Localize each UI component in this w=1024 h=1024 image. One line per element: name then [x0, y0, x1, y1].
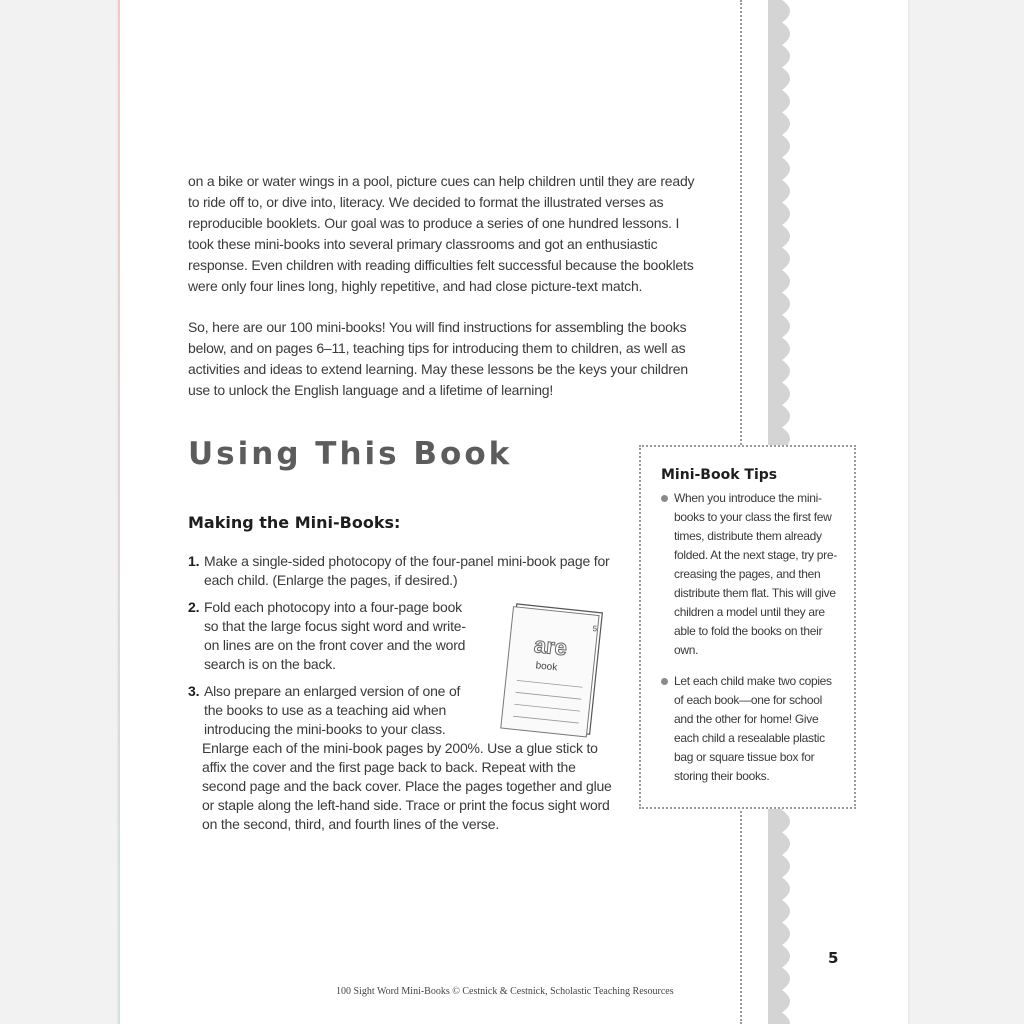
bullet-icon: [661, 678, 668, 685]
step-item: [188, 552, 628, 590]
page-number: 5: [828, 949, 839, 967]
page-footer: 100 Sight Word Mini-Books © Cestnick & Cestnick, Scholastic Teaching Resources: [336, 986, 674, 997]
tip-text: When you introduce the mini-books to your class the first few times, distribute them already folded. At the next stage, try pre-creasing the pages, and then distribute them flat. This will give children a model until they are able to fold the books on their own.: [674, 491, 837, 657]
bullet-icon: [661, 495, 668, 502]
step-text-continued: Enlarge each of the mini-book pages by 200%. Use a glue stick to affix the cover and the first page back to back. Repeat with the second page and the back cover. Place the pages together and glue or staple along the left-hand side. Trace or print the focus sight word on the second, third, and fourth lines of the verse.: [202, 740, 612, 832]
step-item: [188, 682, 612, 834]
step-text: Fold each photocopy into a four-page book so that the large focus sight word and write-on lines are on the front cover and the word search is on the back.: [204, 599, 466, 672]
illustration-word-label: book: [535, 660, 558, 674]
step-text: Also prepare an enlarged version of one of the books to use as a teaching aid when introducing the mini-books to your class.: [204, 683, 461, 737]
step-number: 1.: [188, 553, 200, 569]
tip-item: [661, 672, 841, 786]
step-number: 3.: [188, 683, 200, 699]
section-heading: Using This Book: [188, 436, 513, 472]
tips-list: [661, 489, 841, 798]
tips-title: Mini-Book Tips: [661, 467, 778, 483]
step-text: Make a single-sided photocopy of the four-panel mini-book page for each child. (Enlarge the pages, if desired.): [204, 553, 610, 588]
step-item: [188, 598, 479, 674]
mini-book-tips-box: [639, 445, 856, 809]
mini-book-illustration: [496, 600, 608, 742]
tip-text: Let each child make two copies of each book—one for school and the other for home! Give each child a resealable plastic bag or square tissue box for storing their books.: [674, 674, 832, 783]
intro-paragraph-1: on a bike or water wings in a pool, picture cues can help children until they are ready to ride off to, or dive into, literacy. We decided to format the illustrated verses as reproducible booklets. Our goal was to produce a series of one hundred lessons. I took these mini-books into several primary classrooms and got an enthusiastic response. Even children with reading difficulties felt successful because the booklets were only four lines long, highly repetitive, and had close picture-text match.: [188, 173, 695, 294]
illustration-sight-word: are: [532, 632, 569, 661]
page-edge-tint: [118, 0, 120, 1024]
illustration-corner-number: 5: [592, 624, 598, 634]
tip-item: [661, 489, 841, 660]
step-number: 2.: [188, 599, 200, 615]
book-page: [118, 0, 908, 1024]
intro-paragraph-2: So, here are our 100 mini-books! You will find instructions for assembling the books below, and on pages 6–11, teaching tips for introducing them to children, as well as activities and ideas to extend learning. May these lessons be the keys your children use to unlock the English language and a lifetime of learning!: [188, 319, 688, 398]
subsection-heading: Making the Mini-Books:: [188, 513, 401, 532]
